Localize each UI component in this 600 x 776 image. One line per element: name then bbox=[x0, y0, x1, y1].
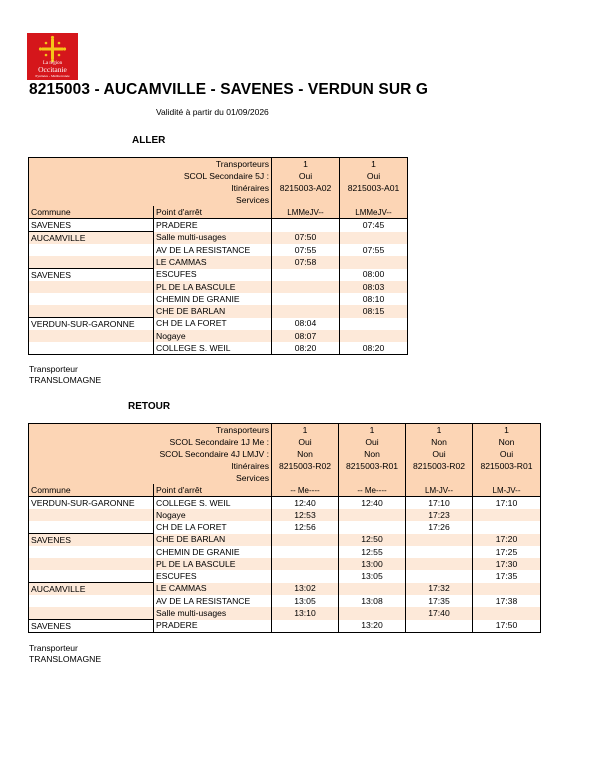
retour-header-row bbox=[29, 472, 541, 484]
time-cell bbox=[272, 534, 339, 547]
stop-cell: CHE DE BARLAN bbox=[154, 305, 272, 318]
time-cell bbox=[272, 305, 340, 318]
table-row bbox=[29, 318, 408, 331]
time-cell: 13:20 bbox=[339, 620, 406, 633]
header-value: 8215003-A01 bbox=[340, 182, 408, 194]
time-cell bbox=[340, 256, 408, 269]
header-label: Services bbox=[29, 472, 272, 484]
region-logo bbox=[27, 33, 78, 80]
table-row bbox=[29, 497, 541, 510]
commune-cell: AUCAMVILLE bbox=[29, 232, 154, 245]
header-value: 1 bbox=[272, 158, 340, 171]
time-cell: 17:40 bbox=[406, 607, 473, 620]
commune-cell bbox=[29, 281, 154, 293]
retour-timetable bbox=[28, 423, 541, 633]
time-cell: 08:20 bbox=[340, 342, 408, 355]
header-value bbox=[473, 472, 541, 484]
table-row bbox=[29, 293, 408, 305]
time-cell: 12:40 bbox=[339, 497, 406, 510]
aller-header-row bbox=[29, 194, 408, 206]
table-row bbox=[29, 583, 541, 596]
time-cell: 13:00 bbox=[339, 558, 406, 570]
commune-cell bbox=[29, 558, 154, 570]
header-value bbox=[272, 194, 340, 206]
aller-carrier-name: TRANSLOMAGNE bbox=[29, 375, 102, 385]
header-value: Non bbox=[406, 436, 473, 448]
day-code: LM-JV-- bbox=[406, 484, 473, 497]
day-code: LMMeJV-- bbox=[272, 206, 340, 219]
stop-cell: Nogaye bbox=[154, 509, 272, 521]
commune-cell bbox=[29, 330, 154, 342]
header-value: 8215003-R01 bbox=[339, 460, 406, 472]
time-cell bbox=[339, 583, 406, 596]
time-cell: 08:15 bbox=[340, 305, 408, 318]
aller-carrier bbox=[29, 364, 101, 386]
time-cell bbox=[473, 521, 541, 534]
time-cell: 17:35 bbox=[473, 570, 541, 583]
time-cell: 13:02 bbox=[272, 583, 339, 596]
time-cell: 17:10 bbox=[406, 497, 473, 510]
time-cell: 17:25 bbox=[473, 546, 541, 558]
stop-cell: PRADERE bbox=[154, 219, 272, 232]
retour-column-header-row bbox=[29, 484, 541, 497]
day-code: LMMeJV-- bbox=[340, 206, 408, 219]
stop-cell: CHE DE BARLAN bbox=[154, 534, 272, 547]
time-cell: 12:40 bbox=[272, 497, 339, 510]
time-cell bbox=[272, 293, 340, 305]
column-header-stop: Point d'arrêt bbox=[154, 206, 272, 219]
retour-title: RETOUR bbox=[128, 401, 171, 412]
stop-cell: Salle multi-usages bbox=[154, 607, 272, 620]
time-cell: 07:55 bbox=[272, 244, 340, 256]
time-cell: 17:20 bbox=[473, 534, 541, 547]
stop-cell: COLLEGE S. WEIL bbox=[154, 497, 272, 510]
time-cell: 08:04 bbox=[272, 318, 340, 331]
time-cell bbox=[406, 620, 473, 633]
aller-header-row bbox=[29, 182, 408, 194]
header-label: SCOL Secondaire 1J Me : bbox=[29, 436, 272, 448]
table-row bbox=[29, 244, 408, 256]
stop-cell: CHEMIN DE GRANIE bbox=[154, 546, 272, 558]
time-cell: 12:53 bbox=[272, 509, 339, 521]
time-cell: 17:50 bbox=[473, 620, 541, 633]
header-label: SCOL Secondaire 4J LMJV : bbox=[29, 448, 272, 460]
table-row bbox=[29, 281, 408, 293]
time-cell: 17:10 bbox=[473, 497, 541, 510]
table-row bbox=[29, 305, 408, 318]
time-cell bbox=[473, 607, 541, 620]
commune-cell bbox=[29, 595, 154, 607]
table-row bbox=[29, 219, 408, 232]
table-row bbox=[29, 558, 541, 570]
commune-cell: SAVENES bbox=[29, 534, 154, 547]
time-cell bbox=[339, 509, 406, 521]
header-value: Oui bbox=[272, 436, 339, 448]
header-value: Non bbox=[473, 436, 541, 448]
table-row bbox=[29, 595, 541, 607]
time-cell bbox=[473, 583, 541, 596]
time-cell: 13:05 bbox=[339, 570, 406, 583]
header-value: 1 bbox=[473, 424, 541, 437]
table-row bbox=[29, 232, 408, 245]
table-row bbox=[29, 620, 541, 633]
time-cell bbox=[339, 521, 406, 534]
aller-carrier-label: Transporteur bbox=[29, 364, 78, 374]
time-cell bbox=[339, 607, 406, 620]
header-label: Itinéraires bbox=[29, 460, 272, 472]
day-code: -- Me---- bbox=[339, 484, 406, 497]
retour-header-row bbox=[29, 460, 541, 472]
stop-cell: Salle multi-usages bbox=[154, 232, 272, 245]
header-value: 1 bbox=[340, 158, 408, 171]
commune-cell bbox=[29, 521, 154, 534]
header-value: 1 bbox=[339, 424, 406, 437]
stop-cell: CH DE LA FORET bbox=[154, 318, 272, 331]
retour-header-row bbox=[29, 436, 541, 448]
time-cell bbox=[272, 281, 340, 293]
header-value: Oui bbox=[340, 170, 408, 182]
table-row bbox=[29, 256, 408, 269]
time-cell: 12:56 bbox=[272, 521, 339, 534]
commune-cell bbox=[29, 305, 154, 318]
header-value: Oui bbox=[406, 448, 473, 460]
header-label: Services bbox=[29, 194, 272, 206]
commune-cell: SAVENES bbox=[29, 269, 154, 282]
retour-carrier bbox=[29, 643, 101, 665]
time-cell: 08:07 bbox=[272, 330, 340, 342]
time-cell bbox=[272, 269, 340, 282]
time-cell bbox=[272, 570, 339, 583]
validity-date: Validité à partir du 01/09/2026 bbox=[156, 107, 269, 117]
table-row bbox=[29, 269, 408, 282]
time-cell bbox=[272, 620, 339, 633]
time-cell: 08:00 bbox=[340, 269, 408, 282]
aller-column-header-row bbox=[29, 206, 408, 219]
table-row bbox=[29, 570, 541, 583]
logo-text: La région Occitanie Pyrénées - Méditerranée bbox=[35, 61, 70, 78]
header-value bbox=[340, 194, 408, 206]
header-label: Transporteurs bbox=[29, 424, 272, 437]
retour-header-row bbox=[29, 424, 541, 437]
time-cell: 13:10 bbox=[272, 607, 339, 620]
time-cell bbox=[406, 534, 473, 547]
time-cell bbox=[406, 546, 473, 558]
time-cell: 17:32 bbox=[406, 583, 473, 596]
header-label: Transporteurs bbox=[29, 158, 272, 171]
time-cell bbox=[272, 558, 339, 570]
commune-cell bbox=[29, 256, 154, 269]
time-cell bbox=[340, 232, 408, 245]
commune-cell: VERDUN-SUR-GARONNE bbox=[31, 497, 135, 508]
time-cell: 07:55 bbox=[340, 244, 408, 256]
stop-cell: AV DE LA RESISTANCE bbox=[154, 595, 272, 607]
commune-cell bbox=[29, 342, 154, 355]
commune-cell: SAVENES bbox=[31, 219, 71, 230]
aller-title: ALLER bbox=[132, 135, 166, 146]
aller-header-row bbox=[29, 170, 408, 182]
header-value: Oui bbox=[473, 448, 541, 460]
time-cell bbox=[406, 558, 473, 570]
column-header-commune: Commune bbox=[29, 206, 154, 219]
header-value bbox=[272, 472, 339, 484]
table-row bbox=[29, 607, 541, 620]
table-row bbox=[29, 509, 541, 521]
retour-carrier-label: Transporteur bbox=[29, 643, 78, 653]
stop-cell: PL DE LA BASCULE bbox=[154, 558, 272, 570]
stop-cell: ESCUFES bbox=[154, 269, 272, 282]
header-value: 8215003-R02 bbox=[272, 460, 339, 472]
header-value: Oui bbox=[272, 170, 340, 182]
time-cell: 07:58 bbox=[272, 256, 340, 269]
time-cell: 17:38 bbox=[473, 595, 541, 607]
time-cell: 17:30 bbox=[473, 558, 541, 570]
stop-cell: PL DE LA BASCULE bbox=[154, 281, 272, 293]
column-header-commune: Commune bbox=[29, 484, 154, 497]
stop-cell: PRADERE bbox=[154, 620, 272, 633]
day-code: -- Me---- bbox=[272, 484, 339, 497]
time-cell: 07:45 bbox=[340, 219, 408, 232]
stop-cell: CH DE LA FORET bbox=[154, 521, 272, 534]
commune-cell bbox=[29, 509, 154, 521]
commune-cell: VERDUN-SUR-GARONNE bbox=[29, 318, 154, 331]
retour-carrier-name: TRANSLOMAGNE bbox=[29, 654, 102, 664]
time-cell: 17:23 bbox=[406, 509, 473, 521]
time-cell: 07:50 bbox=[272, 232, 340, 245]
time-cell: 17:26 bbox=[406, 521, 473, 534]
stop-cell: CHEMIN DE GRANIE bbox=[154, 293, 272, 305]
header-value: Oui bbox=[339, 436, 406, 448]
header-label: SCOL Secondaire 5J : bbox=[29, 170, 272, 182]
commune-cell bbox=[29, 546, 154, 558]
time-cell: 13:05 bbox=[272, 595, 339, 607]
header-value: 8215003-A02 bbox=[272, 182, 340, 194]
time-cell: 17:35 bbox=[406, 595, 473, 607]
commune-cell bbox=[29, 607, 154, 620]
time-cell: 08:03 bbox=[340, 281, 408, 293]
stop-cell: LE CAMMAS bbox=[154, 256, 272, 269]
header-value: 8215003-R01 bbox=[473, 460, 541, 472]
commune-cell bbox=[29, 244, 154, 256]
aller-header-row bbox=[29, 158, 408, 171]
header-value: Non bbox=[339, 448, 406, 460]
time-cell: 12:50 bbox=[339, 534, 406, 547]
stop-cell: LE CAMMAS bbox=[154, 583, 272, 596]
column-header-stop: Point d'arrêt bbox=[154, 484, 272, 497]
commune-cell: AUCAMVILLE bbox=[29, 583, 154, 596]
retour-header-row bbox=[29, 448, 541, 460]
table-row bbox=[29, 330, 408, 342]
header-value bbox=[339, 472, 406, 484]
header-value: 1 bbox=[272, 424, 339, 437]
time-cell bbox=[473, 509, 541, 521]
table-row bbox=[29, 342, 408, 355]
time-cell: 08:20 bbox=[272, 342, 340, 355]
table-row bbox=[29, 546, 541, 558]
document-title: 8215003 - AUCAMVILLE - SAVENES - VERDUN SUR G bbox=[29, 81, 428, 98]
aller-timetable bbox=[28, 157, 408, 355]
day-code: LM-JV-- bbox=[473, 484, 541, 497]
stop-cell: AV DE LA RESISTANCE bbox=[154, 244, 272, 256]
time-cell bbox=[340, 330, 408, 342]
commune-cell bbox=[29, 293, 154, 305]
header-label: Itinéraires bbox=[29, 182, 272, 194]
stop-cell: Nogaye bbox=[154, 330, 272, 342]
header-value: 8215003-R02 bbox=[406, 460, 473, 472]
time-cell: 08:10 bbox=[340, 293, 408, 305]
time-cell bbox=[272, 219, 340, 232]
time-cell: 13:08 bbox=[339, 595, 406, 607]
header-value bbox=[406, 472, 473, 484]
table-row bbox=[29, 534, 541, 547]
time-cell: 12:55 bbox=[339, 546, 406, 558]
header-value: Non bbox=[272, 448, 339, 460]
time-cell bbox=[272, 546, 339, 558]
time-cell bbox=[340, 318, 408, 331]
time-cell bbox=[406, 570, 473, 583]
commune-cell bbox=[29, 570, 154, 583]
stop-cell: ESCUFES bbox=[154, 570, 272, 583]
table-row bbox=[29, 521, 541, 534]
stop-cell: COLLEGE S. WEIL bbox=[154, 342, 272, 355]
commune-cell: SAVENES bbox=[29, 620, 154, 633]
header-value: 1 bbox=[406, 424, 473, 437]
